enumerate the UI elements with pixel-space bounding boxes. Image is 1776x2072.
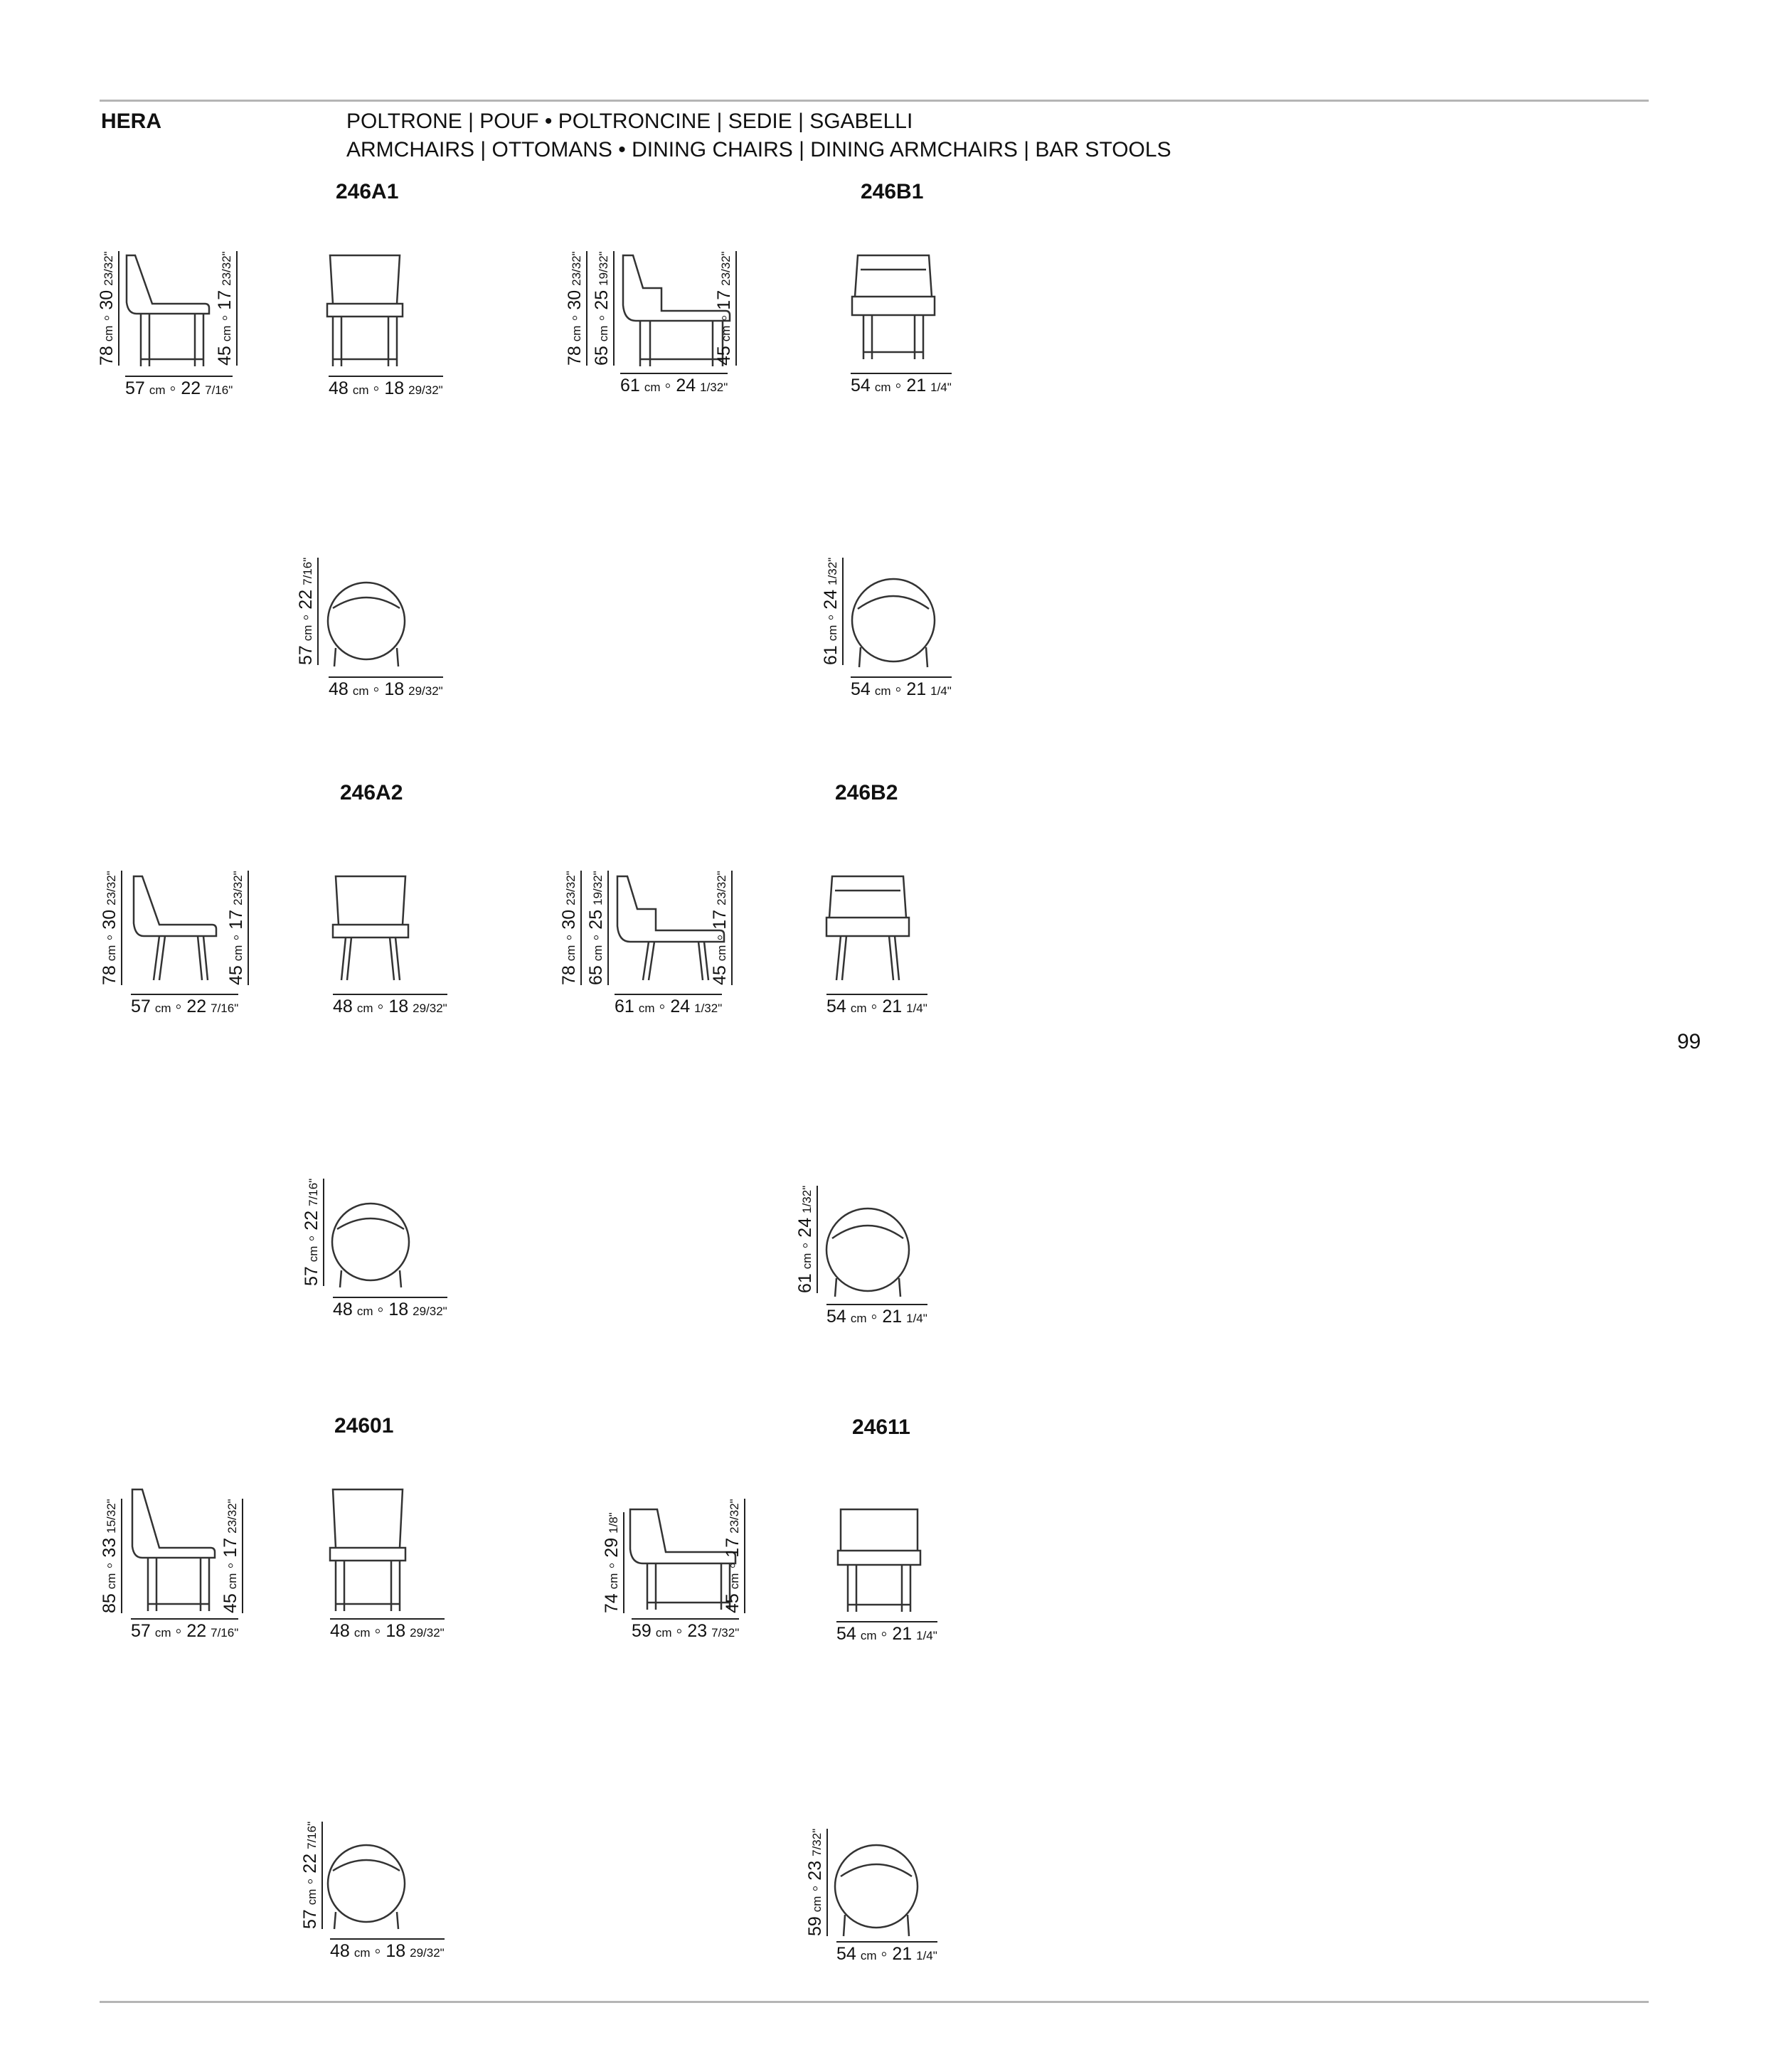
subtitle-italian: POLTRONE | POUF • POLTRONCINE | SEDIE | SGABELLI [346, 110, 913, 133]
top-width-dimension: 54 cm ◦ 21 1/4" [851, 676, 952, 698]
high-back-chair-side-view-drawing [127, 1487, 226, 1611]
width-dimension: 54 cm ◦ 21 1/4" [826, 994, 927, 1016]
armchair-front-view-drawing [851, 253, 936, 359]
chair-front-view-drawing [326, 253, 404, 366]
width-dimension: 48 cm ◦ 18 29/32" [333, 994, 447, 1016]
top-width-dimension: 48 cm ◦ 18 29/32" [333, 1297, 447, 1319]
seat-height-dimension: 45cm◦ 1723/32" [222, 1499, 243, 1613]
depth-dimension: 59 cm ◦ 23 7/32" [632, 1618, 739, 1640]
top-depth-dimension: 57cm◦ 227/16" [297, 558, 319, 665]
page-number: 99 [1677, 1030, 1701, 1053]
depth-dimension: 61 cm ◦ 24 1/32" [615, 994, 722, 1016]
top-rule [100, 100, 1649, 102]
top-depth-dimension: 59cm◦ 237/32" [807, 1829, 828, 1936]
top-width-dimension: 48 cm ◦ 18 29/32" [329, 676, 443, 698]
top-width-dimension: 48 cm ◦ 18 29/32" [330, 1938, 445, 1960]
height-dimension: 74cm◦ 291/8" [603, 1512, 624, 1613]
top-depth-dimension: 61cm◦ 241/32" [797, 1186, 818, 1293]
model-code: 246B1 [861, 180, 924, 203]
subtitle-english: ARMCHAIRS | OTTOMANS • DINING CHAIRS | DINING ARMCHAIRS | BAR STOOLS [346, 138, 1171, 161]
brand-title: HERA [101, 110, 162, 133]
top-width-dimension: 54 cm ◦ 21 1/4" [826, 1304, 927, 1326]
top-depth-dimension: 61cm◦ 241/32" [822, 558, 844, 665]
height-dimension: 78cm◦ 3023/32" [566, 251, 587, 366]
width-dimension: 54 cm ◦ 21 1/4" [851, 373, 952, 395]
height-dimension: 78cm◦ 3023/32" [560, 871, 582, 985]
swivel-armchair-front-view-drawing [825, 873, 910, 980]
width-dimension: 48 cm ◦ 18 29/32" [330, 1618, 445, 1640]
height-dimension: 85cm◦ 3315/32" [101, 1499, 122, 1613]
depth-dimension: 57 cm ◦ 22 7/16" [125, 376, 233, 398]
swivel-chair-side-view-drawing [128, 873, 228, 984]
arm-height-dimension: 65cm◦ 2519/32" [587, 871, 609, 985]
arm-height-dimension: 65cm◦ 2519/32" [593, 251, 615, 366]
high-back-chair-front-view-drawing [329, 1487, 407, 1611]
model-code: 246A1 [336, 180, 399, 203]
chair-top-view-drawing [327, 580, 405, 672]
depth-dimension: 57 cm ◦ 22 7/16" [131, 994, 238, 1016]
bottom-rule [100, 2001, 1649, 2003]
depth-dimension: 61 cm ◦ 24 1/32" [620, 373, 728, 395]
top-width-dimension: 54 cm ◦ 21 1/4" [836, 1941, 937, 1963]
seat-height-dimension: 45cm◦ 1723/32" [228, 871, 249, 985]
high-back-chair-top-view-drawing [327, 1842, 405, 1935]
model-code: 246B2 [835, 781, 898, 804]
seat-height-dimension: 45cm◦ 1723/32" [711, 871, 733, 985]
height-dimension: 78cm◦ 3023/32" [101, 871, 122, 985]
bucket-chair-front-view-drawing [836, 1507, 922, 1612]
model-code: 24611 [852, 1415, 910, 1439]
chair-side-view-drawing [121, 253, 220, 366]
swivel-chair-top-view-drawing [331, 1201, 410, 1293]
top-depth-dimension: 57cm◦ 227/16" [303, 1179, 324, 1286]
height-dimension: 78cm◦ 3023/32" [98, 251, 119, 366]
seat-height-dimension: 45cm◦ 1723/32" [724, 1499, 745, 1613]
width-dimension: 48 cm ◦ 18 29/32" [329, 376, 443, 398]
bucket-chair-top-view-drawing [834, 1841, 919, 1940]
model-code: 24601 [334, 1414, 394, 1438]
swivel-armchair-top-view-drawing [825, 1206, 910, 1302]
model-code: 246A2 [340, 781, 403, 804]
seat-height-dimension: 45cm◦ 1723/32" [216, 251, 238, 366]
width-dimension: 54 cm ◦ 21 1/4" [836, 1621, 937, 1643]
depth-dimension: 57 cm ◦ 22 7/16" [131, 1618, 238, 1640]
swivel-chair-front-view-drawing [331, 873, 410, 984]
armchair-top-view-drawing [851, 576, 936, 672]
top-depth-dimension: 57cm◦ 227/16" [302, 1822, 323, 1929]
seat-height-dimension: 45cm◦ 1723/32" [716, 251, 737, 366]
